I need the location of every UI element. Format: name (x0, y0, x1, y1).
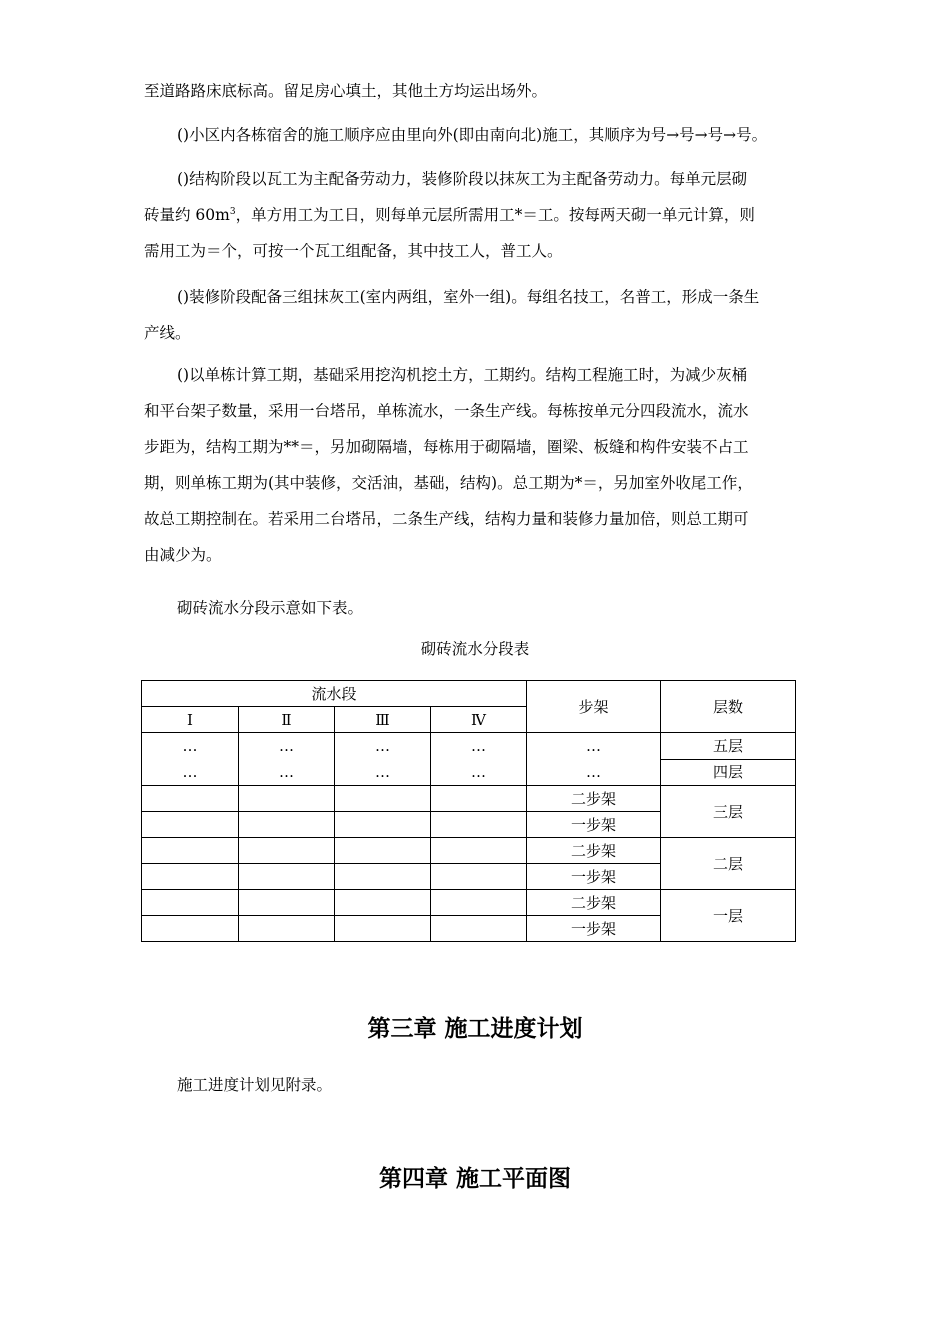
paragraph-labor-structure (144, 161, 808, 269)
table-cell (335, 916, 431, 942)
table-cell (431, 864, 527, 890)
table-cell (239, 812, 335, 838)
table-cell (431, 838, 527, 864)
table-cell (335, 864, 431, 890)
text-line: 砌砖流水分段示意如下表。 (177, 599, 364, 617)
ellipsis: … (375, 763, 390, 781)
ellipsis: … (471, 737, 486, 755)
table-cell (239, 890, 335, 916)
table-cell (335, 733, 431, 786)
text-line: 步距为，结构工期为**＝，另加砌隔墙，每栋用于砌隔墙，圈梁、板缝和构件安装不占工 (144, 438, 749, 456)
text-line: 至道路路床底标高。留足房心填土，其他土方均运出场外。 (144, 82, 548, 100)
table-cell (142, 838, 239, 864)
table-cell (335, 786, 431, 812)
table-cell (335, 812, 431, 838)
step-cell: 二步架 (527, 786, 661, 812)
ellipsis: … (586, 737, 602, 755)
table-cell (431, 733, 527, 786)
header-segment-2: Ⅱ (239, 707, 335, 733)
table-row (142, 733, 796, 760)
ellipsis: … (586, 763, 602, 781)
table-row (142, 890, 796, 916)
ellipsis: … (279, 737, 294, 755)
ellipsis: … (182, 763, 198, 781)
table-cell (239, 864, 335, 890)
header-segment-1: Ⅰ (142, 707, 239, 733)
header-flow-segment: 流水段 (142, 681, 527, 707)
table-caption: 砌砖流水分段表 (420, 640, 530, 658)
text-line: 产线。 (144, 324, 191, 342)
table-cell (335, 890, 431, 916)
table-row (142, 786, 796, 812)
table-row (142, 838, 796, 864)
table-cell (142, 864, 239, 890)
table-cell (431, 812, 527, 838)
text-line: ()结构阶段以瓦工为主配备劳动力，装修阶段以抹灰工为主配备劳动力。每单元层砌 (177, 170, 748, 188)
chapter-3-body (144, 1067, 808, 1103)
text-fragment: ，单方用工为工日，则每单元层所需用工*＝工。按每两天砌一单元计算，则 (235, 206, 755, 224)
table-cell (239, 733, 335, 786)
text-line: ()小区内各栋宿舍的施工顺序应由里向外(即由南向北)施工，其顺序为号→号→号→号。 (177, 126, 768, 144)
ellipsis: … (279, 763, 294, 781)
text-line: ()以单栋计算工期，基础采用挖沟机挖土方，工期约。结构工程施工时，为减少灰桶 (177, 366, 748, 384)
table-cell (142, 786, 239, 812)
floor-cell: 五层 (661, 733, 796, 760)
header-step: 步架 (527, 681, 661, 733)
ellipsis: … (471, 763, 486, 781)
text-line: 由减少为。 (144, 546, 222, 564)
text-line: 需用工为＝个，可按一个瓦工组配备，其中技工人，普工人。 (144, 242, 563, 260)
text-line: 故总工期控制在。若采用二台塔吊，二条生产线，结构力量和装修力量加倍，则总工期可 (144, 510, 749, 528)
chapter-4-heading: 第四章 施工平面图 (378, 1166, 571, 1192)
paragraph-construction-order (144, 117, 808, 153)
table-cell (431, 916, 527, 942)
step-cell: 二步架 (527, 890, 661, 916)
text-line: 和平台架子数量，采用一台塔吊，单栋流水，一条生产线。每栋按单元分四段流水，流水 (144, 402, 749, 420)
text-line: ()装修阶段配备三组抹灰工(室内两组，室外一组)。每组名技工，名普工，形成一条生 (177, 288, 760, 306)
floor-cell: 四层 (661, 759, 796, 786)
chapter-3-heading: 第三章 施工进度计划 (367, 1016, 583, 1042)
superscript: 3 (229, 206, 236, 217)
ellipsis: … (375, 737, 390, 755)
table-cell (239, 786, 335, 812)
ellipsis: … (182, 737, 198, 755)
floor-cell: 一层 (661, 890, 796, 942)
step-cell: 一步架 (527, 916, 661, 942)
step-cell: 一步架 (527, 864, 661, 890)
table-cell (142, 916, 239, 942)
header-floor: 层数 (661, 681, 796, 733)
text-line: 施工进度计划见附录。 (177, 1076, 333, 1094)
paragraph-plaster-crews (144, 279, 808, 351)
paragraph-table-intro (144, 590, 808, 626)
text-line (144, 197, 808, 233)
table-cell (335, 838, 431, 864)
table-cell (431, 786, 527, 812)
floor-cell: 二层 (661, 838, 796, 890)
table-cell (142, 733, 239, 786)
table-cell (527, 733, 661, 786)
text-line: 期，则单栋工期为(其中装修，交活油，基础，结构)。总工期为*＝，另加室外收尾工作， (144, 474, 753, 492)
header-segment-4: Ⅳ (431, 707, 527, 733)
table-cell (431, 890, 527, 916)
paragraph-earthwork (144, 73, 808, 109)
table-cell (142, 812, 239, 838)
text-fragment: 砖量约 60m (144, 206, 230, 224)
paragraph-schedule (144, 357, 808, 573)
step-cell: 一步架 (527, 812, 661, 838)
header-segment-3: Ⅲ (335, 707, 431, 733)
table-header-row (142, 681, 796, 707)
floor-cell: 三层 (661, 786, 796, 838)
table-cell (239, 916, 335, 942)
table-cell (142, 890, 239, 916)
table-cell (239, 838, 335, 864)
flow-segment-table (141, 680, 796, 942)
step-cell: 二步架 (527, 838, 661, 864)
